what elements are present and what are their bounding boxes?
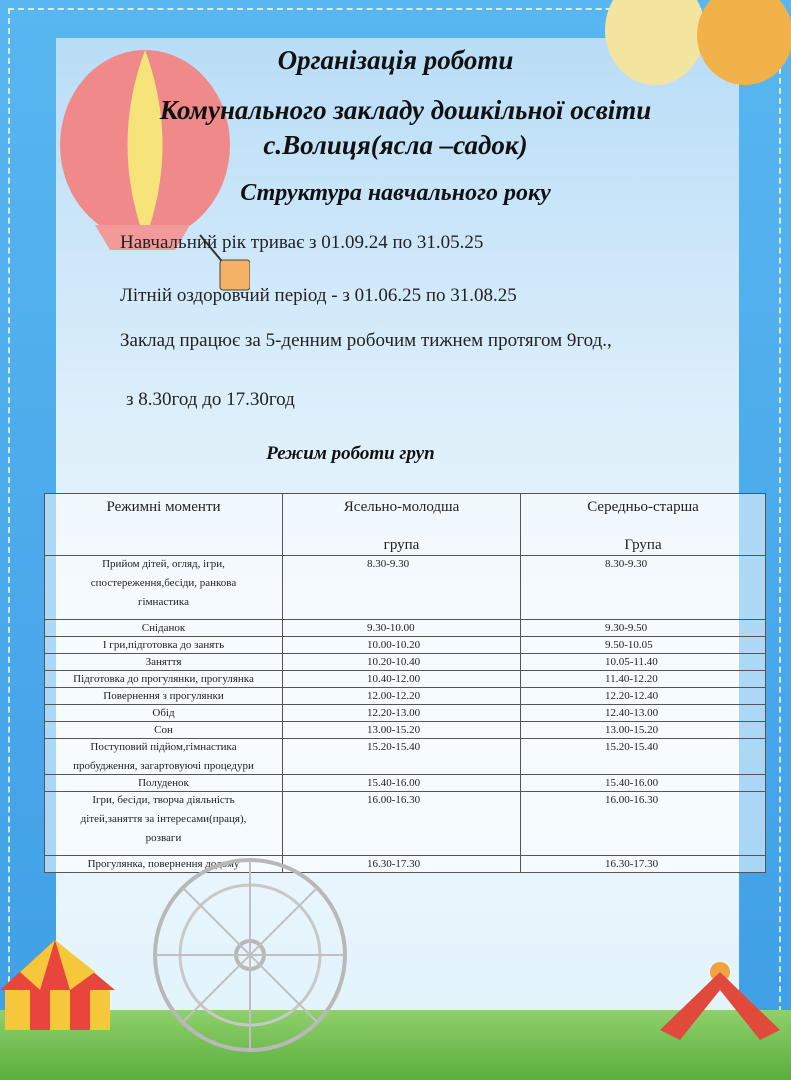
activity-cell <box>45 775 283 792</box>
activity-cell <box>45 722 283 739</box>
older-group-time: 16.30-17.30 <box>521 856 766 873</box>
older-group-time: 12.40-13.00 <box>521 705 766 722</box>
activity-text: Повернення з прогулянки <box>103 690 224 702</box>
table-row <box>45 722 766 739</box>
column-header-young-group: Ясельно-молодша група <box>283 494 521 556</box>
table-row <box>45 620 766 637</box>
table-row <box>45 637 766 654</box>
young-group-time: 10.40-12.00 <box>283 671 521 688</box>
older-group-time: 8.30-9.30 <box>521 556 766 620</box>
section-title: Структура навчального року <box>240 180 551 206</box>
older-group-time: 16.00-16.30 <box>521 792 766 856</box>
column-header-older-group: Середньо-старша Група <box>521 494 766 556</box>
activity-text: пробудження, загартовуючі процедури <box>73 760 254 772</box>
activity-text: Прогулянка, повернення додому <box>87 858 240 870</box>
older-group-time: 13.00-15.20 <box>521 722 766 739</box>
activity-text: І гри,підготовка до занять <box>102 639 225 651</box>
activity-text: Ігри, бесіди, творча діяльність <box>92 794 235 806</box>
older-group-time: 15.40-16.00 <box>521 775 766 792</box>
young-group-time: 10.00-10.20 <box>283 637 521 654</box>
activity-cell <box>45 705 283 722</box>
young-group-time: 15.20-15.40 <box>283 739 521 775</box>
institution-name-line2: с.Волиця(ясла –садок) <box>263 130 528 160</box>
table-row <box>45 775 766 792</box>
table-row <box>45 739 766 775</box>
activity-cell <box>45 654 283 671</box>
older-group-time: 15.20-15.40 <box>521 739 766 775</box>
older-group-time: 9.30-9.50 <box>521 620 766 637</box>
activity-text: Поступовий підйом,гімнастика <box>90 741 237 753</box>
older-group-time: 9.50-10.05 <box>521 637 766 654</box>
young-group-time: 16.30-17.30 <box>283 856 521 873</box>
schedule-table <box>44 493 766 873</box>
circus-tent-icon <box>0 930 120 1030</box>
activity-cell <box>45 556 283 620</box>
activity-cell <box>45 671 283 688</box>
table-row <box>45 654 766 671</box>
young-group-time: 13.00-15.20 <box>283 722 521 739</box>
young-group-time: 16.00-16.30 <box>283 792 521 856</box>
activity-text: гімнастика <box>138 596 189 608</box>
older-group-time: 11.40-12.20 <box>521 671 766 688</box>
table-row <box>45 705 766 722</box>
young-group-time: 9.30-10.00 <box>283 620 521 637</box>
activity-text: дітей,заняття за інтересами(праця), <box>80 813 247 825</box>
young-group-time: 12.20-13.00 <box>283 705 521 722</box>
ferris-wheel-icon <box>130 850 370 1080</box>
young-group-time: 8.30-9.30 <box>283 556 521 620</box>
academic-year-text: Навчальний рік триває з 01.09.24 по 31.05.25 <box>120 232 484 253</box>
activity-cell <box>45 792 283 856</box>
table-row <box>45 671 766 688</box>
activity-text: Підготовка до прогулянки, прогулянка <box>73 673 254 685</box>
swing-ride-icon <box>650 960 791 1050</box>
work-week-text: Заклад працює за 5-денним робочим тижнем протягом 9год., <box>120 330 612 351</box>
activity-text: Полуденок <box>138 777 189 789</box>
page-title: Організація роботи <box>277 45 514 75</box>
activity-text: спостереження,бесіди, ранкова <box>90 577 237 589</box>
activity-cell <box>45 620 283 637</box>
young-group-time: 12.00-12.20 <box>283 688 521 705</box>
table-row <box>45 688 766 705</box>
table-row <box>45 556 766 620</box>
young-group-time: 10.20-10.40 <box>283 654 521 671</box>
older-group-time: 10.05-11.40 <box>521 654 766 671</box>
column-header-activity: Режимні моменти <box>45 494 283 556</box>
activity-text: розваги <box>145 832 182 844</box>
older-group-time: 12.20-12.40 <box>521 688 766 705</box>
summer-period-text: Літній оздоровчий період - з 01.06.25 по 31.08.25 <box>120 285 517 306</box>
table-row <box>45 792 766 856</box>
activity-text: Заняття <box>145 656 182 668</box>
activity-text: Прийом дітей, огляд, ігри, <box>102 558 225 570</box>
activity-cell <box>45 688 283 705</box>
activity-text: Сон <box>154 724 173 736</box>
work-hours-text: з 8.30год до 17.30год <box>126 389 295 410</box>
table-title: Режим роботи груп <box>266 443 435 464</box>
young-group-time: 15.40-16.00 <box>283 775 521 792</box>
activity-text: Обід <box>152 707 175 719</box>
institution-name-line1: Комунального закладу дошкільної освіти <box>159 95 652 125</box>
activity-cell <box>45 637 283 654</box>
activity-text: Сніданок <box>141 622 186 634</box>
activity-cell <box>45 739 283 775</box>
